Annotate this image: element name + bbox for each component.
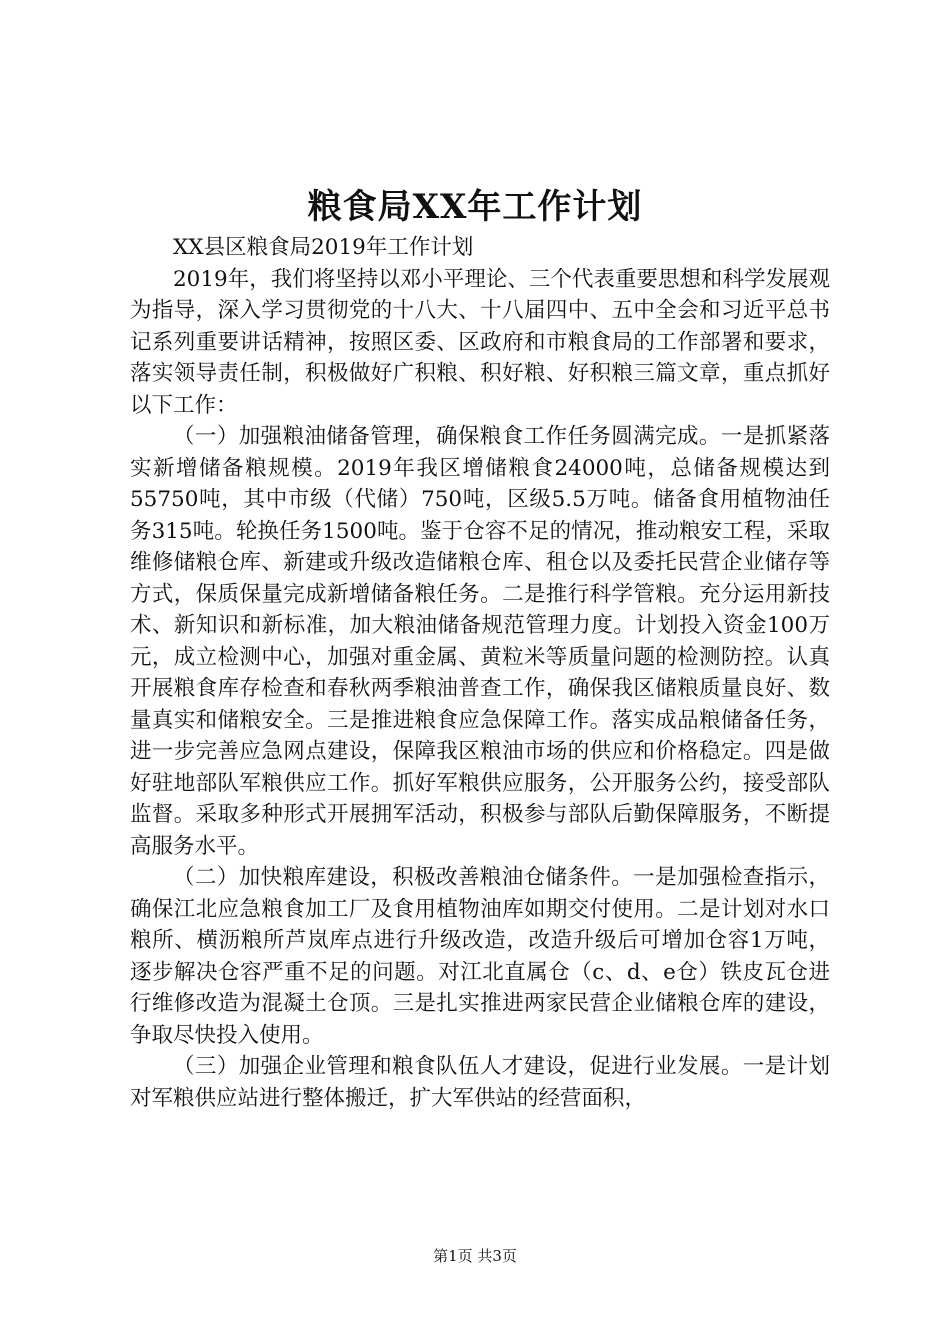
paragraph-section-3: （三）加强企业管理和粮食队伍人才建设，促进行业发展。一是计划对军粮供应站进行整体搬迁，扩大军供站的经营面积，	[130, 1054, 830, 1111]
page-number-footer: 第1页 共3页	[433, 1247, 517, 1265]
paragraph-intro: 2019年，我们将坚持以邓小平理论、三个代表重要思想和科学发展观为指导，深入学习贯彻党的十八大、十八届四中、五中全会和习近平总书记系列重要讲话精神，按照区委、区政府和市粮食局的工作部署和要求，落实领导责任制，积极做好广积粮、积好粮、好积粮三篇文章，重点抓好以下工作：	[130, 266, 830, 418]
document-body	[130, 232, 830, 1114]
document-subtitle: XX县区粮食局2019年工作计划	[173, 235, 474, 260]
paragraph-section-2: （二）加快粮库建设，积极改善粮油仓储条件。一是加强检查指示，确保江北应急粮食加工厂及食用植物油库如期交付使用。二是计划对水口粮所、横沥粮所芦岚库点进行升级改造，改造升级后可增加仓容1万吨，逐步解决仓容严重不足的问题。对江北直属仓（c、d、e仓）铁皮瓦仓进行维修改造为混凝土仓顶。三是扎实推进两家民营企业储粮仓库的建设，争取尽快投入使用。	[130, 865, 830, 1048]
document-title: 粮食局XX年工作计划	[307, 187, 643, 227]
paragraph-section-1: （一）加强粮油储备管理，确保粮食工作任务圆满完成。一是抓紧落实新增储备粮规模。2019年我区增储粮食24000吨，总储备规模达到55750吨，其中市级（代储）750吨，区级5.5万吨。储备食用植物油任务315吨。轮换任务1500吨。鉴于仓容不足的情况，推动粮安工程，采取维修储粮仓库、新建或升级改造储粮仓库、租仓以及委托民营企业储存等方式，保质保量完成新增储备粮任务。二是推行科学管粮。充分运用新技术、新知识和新标准，加大粮油储备规范管理力度。计划投入资金100万元，成立检测中心，加强对重金属、黄粒米等质量问题的检测防控。认真开展粮食库存检查和春秋两季粮油普查工作，确保我区储粮质量良好、数量真实和储粮安全。三是推进粮食应急保障工作。落实成品粮储备任务，进一步完善应急网点建设，保障我区粮油市场的供应和价格稳定。四是做好驻地部队军粮供应工作。抓好军粮供应服务，公开服务公约，接受部队监督。采取多种形式开展拥军活动，积极参与部队后勤保障服务，不断提高服务水平。	[130, 424, 830, 859]
